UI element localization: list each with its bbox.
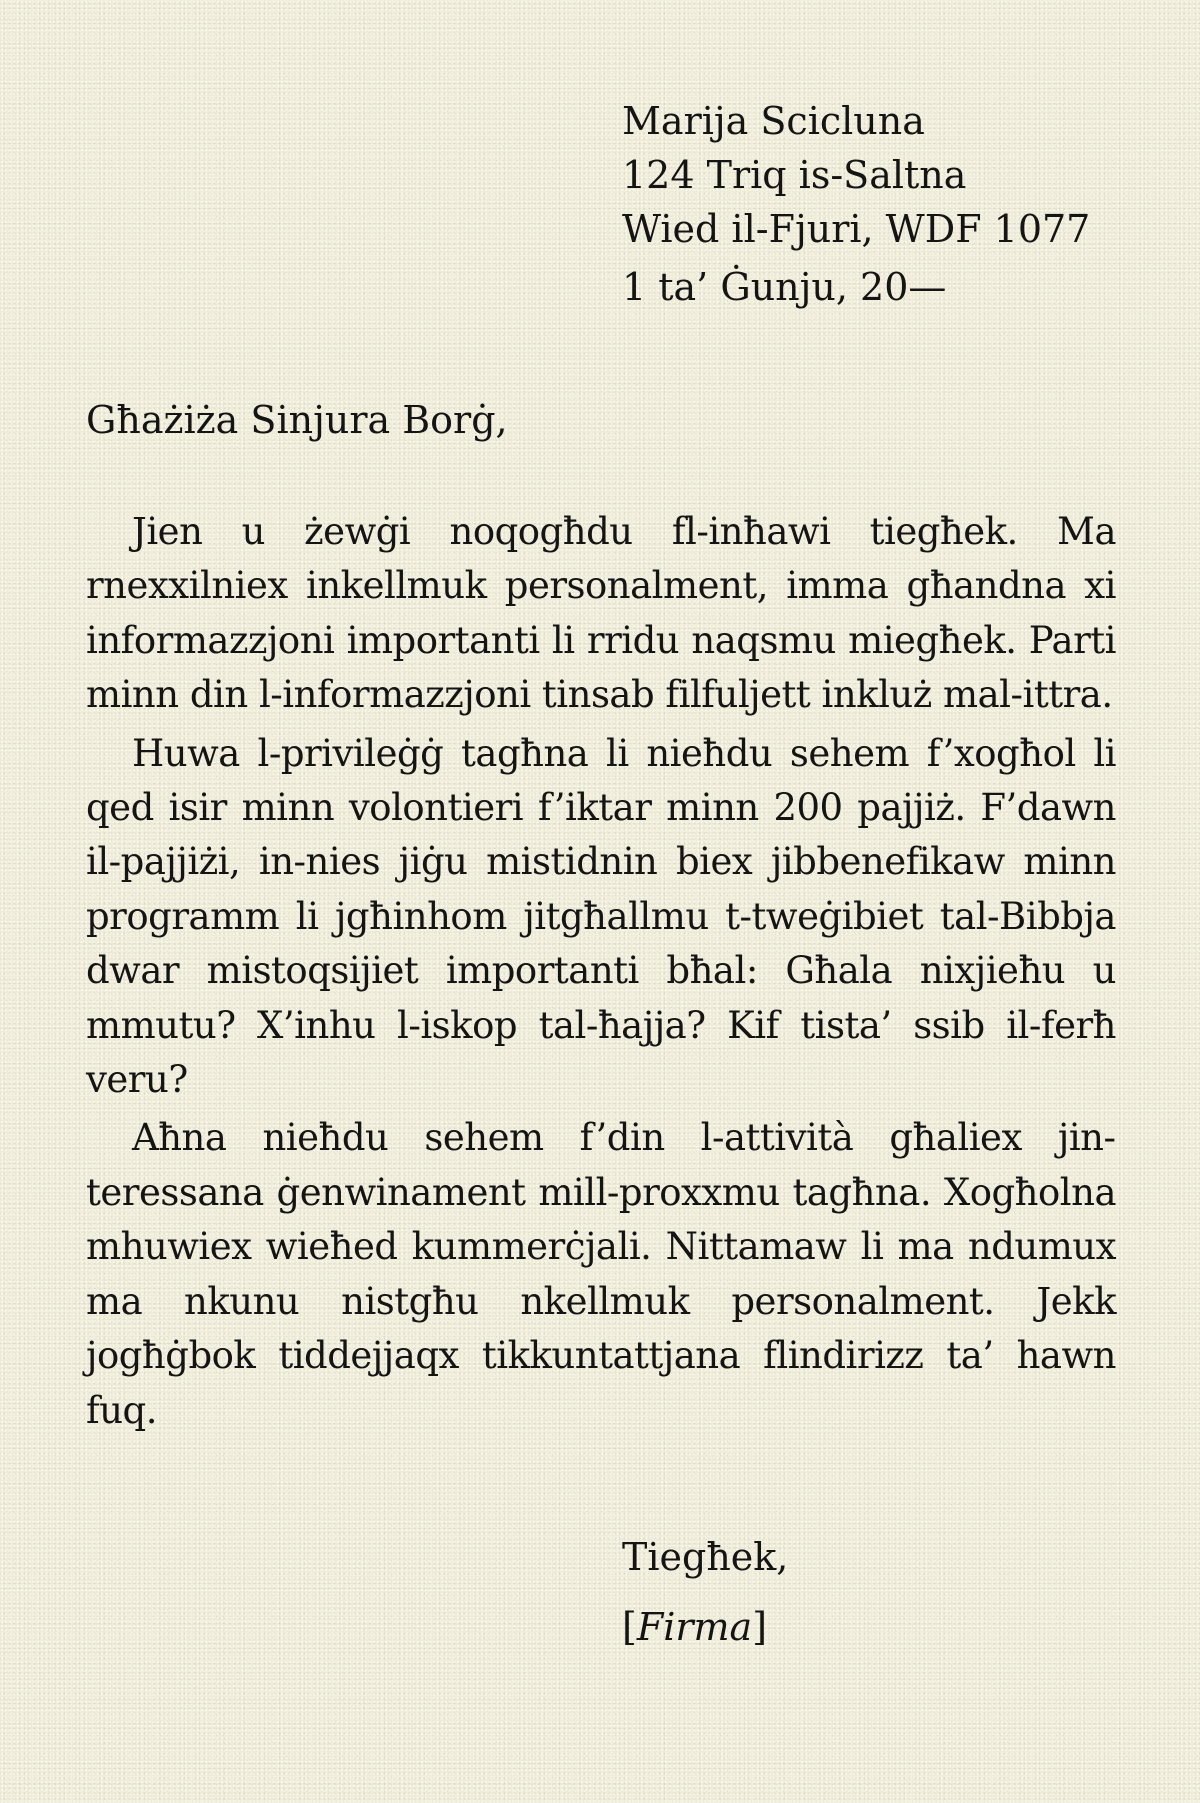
body-paragraph-1: Jien u żewġi noqogħdu fl-inħawi tiegħek. Ma rnexxilniex inkellmuk personalment, imma għandna xi informazzjoni importanti li rridu naqsmu miegħek. Parti minn din l-informazzjoni tinsab filfuljett inkluż mal-ittra. — [86, 510, 1116, 717]
signature-bracket-open: [ — [622, 1605, 637, 1649]
closing-block — [622, 1530, 788, 1654]
letter-date: 1 ta’ Ġunju, 20— — [622, 265, 947, 309]
signature-bracket-close: ] — [752, 1605, 768, 1649]
signature-placeholder — [622, 1600, 788, 1654]
salutation: Għażiża Sinjura Borġ, — [86, 398, 508, 442]
body-paragraph-3: Aħna nieħdu sehem f’din l-attività għaliex jinteressana ġenwinament mill-proxxmu tagħna. Xogħolna mhuwiex wieħed kummerċjali. Nittamaw li ma ndumux ma nkunu nistgħu nkellmuk personalment. Jekk jogħġbok tiddejjaqx tikkuntattjana flindirizz ta’ hawn fuq. — [86, 1116, 1116, 1432]
sender-name: Marija Scicluna — [622, 99, 925, 143]
body-paragraph-2: Huwa l-privileġġ tagħna li nieħdu sehem f’xogħol li qed isir minn volontieri f’iktar minn 200 pajjiż. F’dawn il-pajjiżi, in-nies jiġu mistidnin biex jibbenefikaw minn programm li jgħinhom jitgħallmu t-tweġibiet tal-Bibbja dwar mistoqsijiet importanti bħal: Għala nixjieħu u mmutu? X’inhu l-iskop tal-ħajja? Kif tista’ ssib il-ferħ veru? — [86, 731, 1116, 1102]
letter-body — [86, 505, 1116, 1442]
valediction: Tiegħek, — [622, 1535, 789, 1579]
sender-address-block — [622, 94, 1090, 314]
signature-label: Firma — [636, 1605, 753, 1649]
sender-street: 124 Triq is-Saltna — [622, 153, 967, 197]
sender-city-postcode: Wied il-Fjuri, WDF 1077 — [622, 207, 1091, 251]
